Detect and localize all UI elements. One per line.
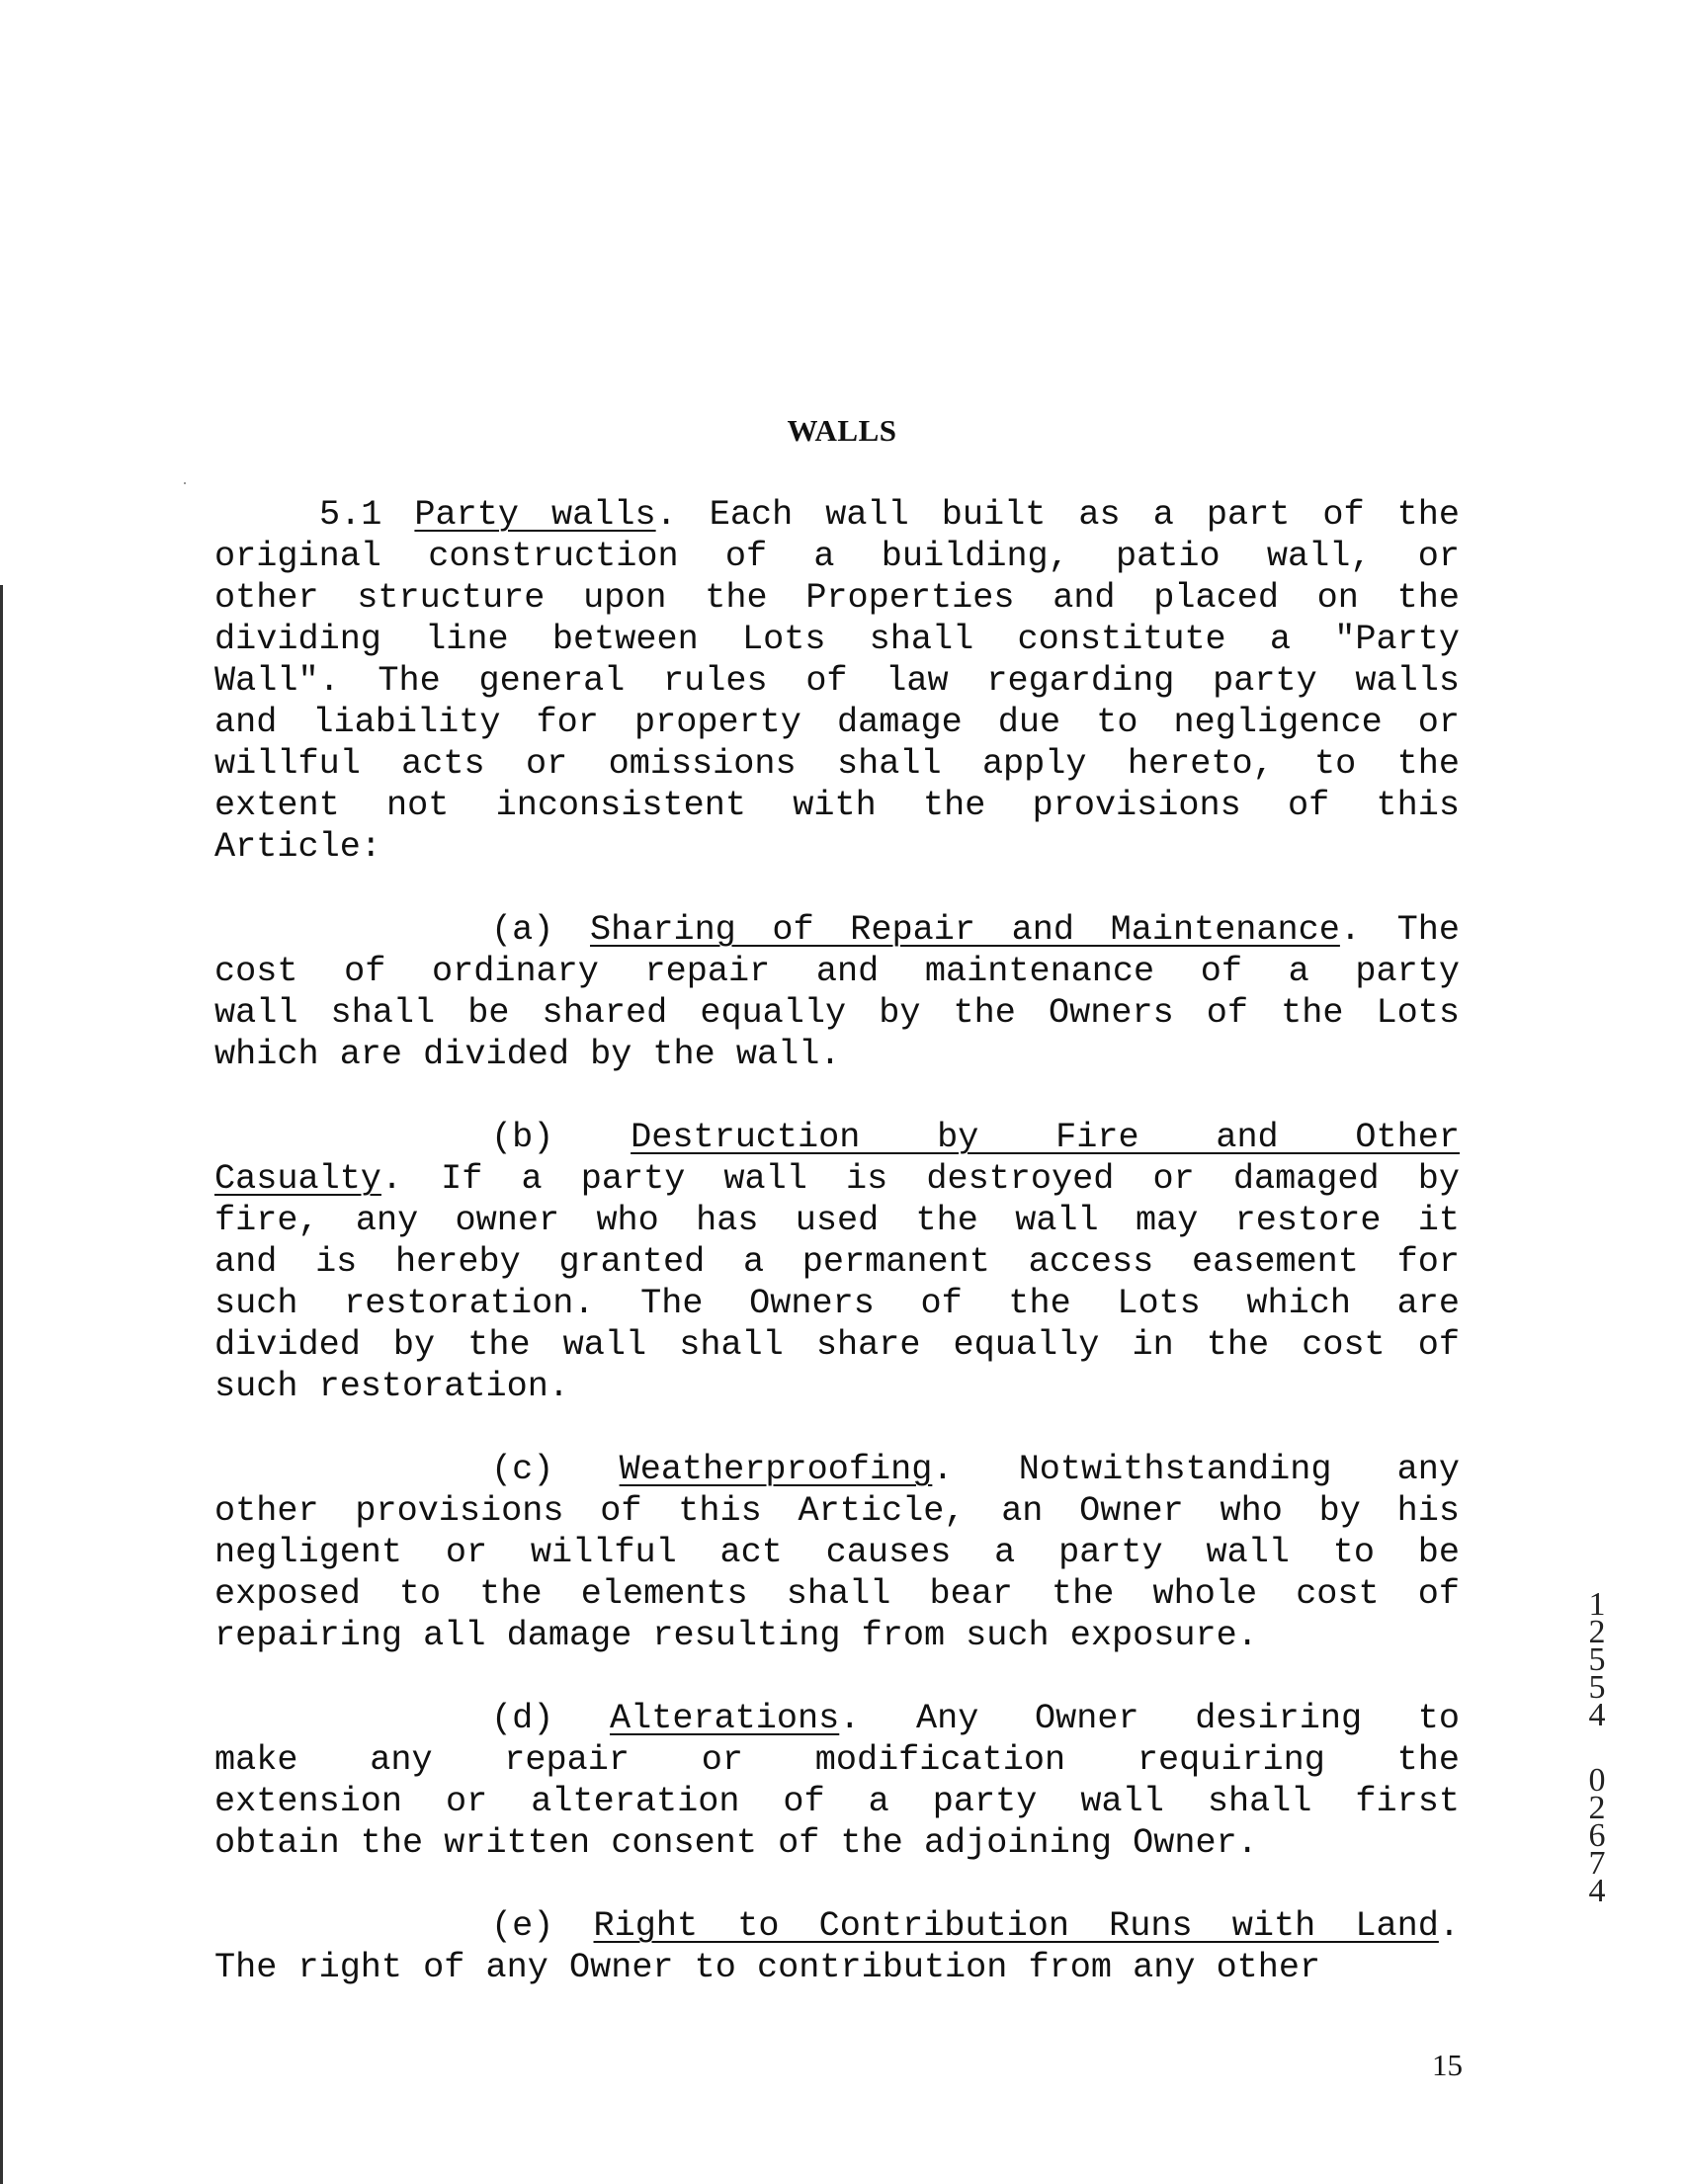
text-segment: such restoration. The Owners of the Lots which are: [214, 1284, 1460, 1323]
text-line: [214, 1739, 1460, 1781]
text-segment: Article:: [214, 827, 381, 867]
text-segment: . If a party wall is destroyed or damaged by: [380, 1159, 1460, 1199]
section-c-paragraph: [214, 1449, 1460, 1656]
text-line: [214, 536, 1460, 577]
text-segment: (e): [491, 1906, 594, 1946]
scan-margin-line: [0, 585, 3, 2184]
text-line: [214, 1158, 1460, 1200]
text-line: [214, 1034, 1460, 1075]
text-line: [214, 619, 1460, 660]
text-line: [214, 494, 1460, 536]
text-segment: repairing all damage resulting from such exposure.: [214, 1616, 1258, 1655]
text-line: [214, 1200, 1460, 1241]
section-5-1-paragraph: [214, 494, 1460, 868]
digit: 4: [1588, 1873, 1606, 1909]
text-line: [214, 909, 1460, 951]
text-line: [214, 1532, 1460, 1573]
text-line: [214, 1615, 1460, 1656]
text-segment: Wall". The general rules of law regarding party walls: [214, 661, 1460, 701]
text-line: [214, 1490, 1460, 1532]
text-line: [214, 992, 1460, 1034]
text-segment: cost of ordinary repair and maintenance of a party: [214, 952, 1460, 991]
digit: 1: [1588, 1586, 1606, 1623]
text-segment: negligent or willful act causes a party wall to be: [214, 1533, 1460, 1572]
text-segment: which are divided by the wall.: [214, 1035, 841, 1074]
page-number: 15: [1432, 2048, 1463, 2082]
text-line: [214, 702, 1460, 743]
text-segment: such restoration.: [214, 1367, 569, 1406]
digit-group: [1583, 1762, 1611, 1909]
text-line: [214, 1698, 1460, 1739]
digit: 0: [1588, 1762, 1606, 1799]
text-segment: (a): [491, 910, 590, 950]
digit: 6: [1588, 1817, 1606, 1854]
text-segment: fire, any owner who has used the wall may restore it: [214, 1201, 1460, 1240]
text-segment: . Notwithstanding any: [932, 1450, 1461, 1489]
underlined-caption: Right to Contribution Runs with Land: [593, 1906, 1439, 1946]
text-line: [214, 1905, 1460, 1947]
text-line: [214, 951, 1460, 992]
text-segment: make any repair or modification requiring the: [214, 1740, 1460, 1780]
underlined-caption: Destruction by Fire and Other: [631, 1118, 1460, 1157]
text-segment: The right of any Owner to contribution from any other: [214, 1948, 1321, 1987]
text-segment: divided by the wall shall share equally in the cost of: [214, 1325, 1460, 1365]
text-line: [214, 1573, 1460, 1615]
underlined-caption: Alterations: [609, 1699, 840, 1738]
text-segment: 5.1: [319, 495, 415, 535]
text-segment: . Each wall built as a part of the: [655, 495, 1461, 535]
text-line: [214, 660, 1460, 702]
digit: 4: [1588, 1697, 1606, 1733]
text-segment: (c): [491, 1450, 620, 1489]
recording-number-vertical: [1583, 1586, 1611, 1909]
underlined-caption: Weatherproofing: [619, 1450, 933, 1489]
text-line: [214, 577, 1460, 619]
text-segment: .: [1438, 1906, 1460, 1946]
text-line: [214, 1781, 1460, 1822]
text-segment: . The: [1339, 910, 1460, 950]
section-d-paragraph: [214, 1698, 1460, 1864]
text-line: [214, 1449, 1460, 1490]
text-line: [214, 1822, 1460, 1864]
text-segment: obtain the written consent of the adjoining Owner.: [214, 1823, 1258, 1863]
text-segment: other provisions of this Article, an Owner who by his: [214, 1491, 1460, 1531]
digit: 2: [1588, 1790, 1606, 1826]
page-heading: WALLS: [787, 413, 897, 448]
text-line: [214, 1366, 1460, 1407]
text-segment: (d): [491, 1699, 610, 1738]
text-segment: extent not inconsistent with the provisions of this: [214, 786, 1460, 825]
section-e-paragraph: [214, 1905, 1460, 1988]
text-line: [214, 785, 1460, 826]
text-line: [214, 1117, 1460, 1158]
text-line: [214, 1283, 1460, 1324]
text-line: [214, 743, 1460, 785]
text-line: [214, 1324, 1460, 1366]
section-b-paragraph: [214, 1117, 1460, 1407]
text-segment: original construction of a building, patio wall, or: [214, 537, 1460, 576]
text-line: [214, 1947, 1460, 1988]
digit: 7: [1588, 1845, 1606, 1882]
text-segment: (b): [491, 1118, 632, 1157]
underlined-caption: Sharing of Repair and Maintenance: [589, 910, 1340, 950]
text-line: [214, 826, 1460, 868]
underlined-caption: Party walls: [414, 495, 656, 535]
text-segment: and is hereby granted a permanent access easement for: [214, 1242, 1460, 1282]
section-a-paragraph: [214, 909, 1460, 1075]
text-segment: willful acts or omissions shall apply hereto, to the: [214, 744, 1460, 784]
text-segment: wall shall be shared equally by the Owners of the Lots: [214, 993, 1460, 1033]
underlined-caption: Casualty: [214, 1159, 381, 1199]
scan-speck: [184, 482, 186, 484]
digit-group: [1583, 1586, 1611, 1733]
text-segment: dividing line between Lots shall constitute a "Party: [214, 620, 1460, 659]
text-segment: other structure upon the Properties and placed on the: [214, 578, 1460, 618]
digit: 5: [1588, 1669, 1606, 1706]
digit: 5: [1588, 1641, 1606, 1678]
digit: 2: [1588, 1614, 1606, 1650]
text-segment: . Any Owner desiring to: [839, 1699, 1460, 1738]
text-segment: exposed to the elements shall bear the whole cost of: [214, 1574, 1460, 1614]
text-line: [214, 1241, 1460, 1283]
text-segment: and liability for property damage due to negligence or: [214, 703, 1460, 742]
text-segment: extension or alteration of a party wall shall first: [214, 1782, 1460, 1821]
